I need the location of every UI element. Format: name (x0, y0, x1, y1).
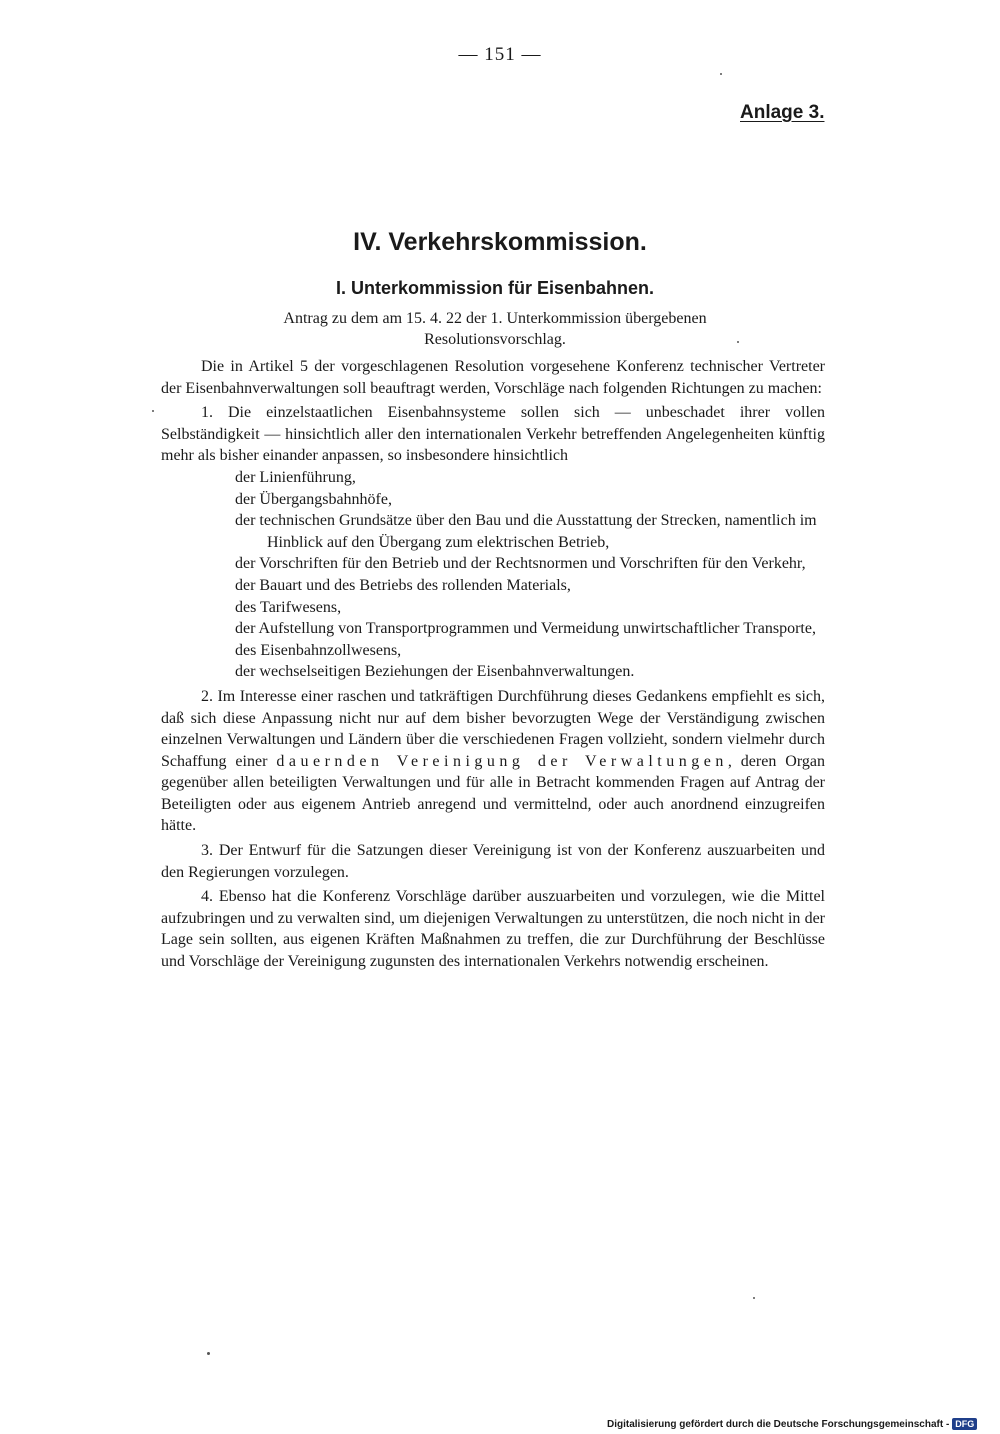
paragraph-item-4: 4. Ebenso hat die Konferenz Vorschläge darüber auszuarbeiten und vorzulegen, wie die Mittel aufzubringen und zu verwalten sind, um diejenigen Verwaltungen zu unterstützen, die noch nicht in der Lage sein sollten, aus eigenen Kräften Maßnahmen zu treffen, die zur Durchführung der Beschlüsse und Vorschläge der Vereinigung zugunsten des internationalen Verkehrs notwendig erscheinen. (161, 888, 825, 971)
body-text (161, 356, 825, 973)
list-item: der Bauart und des Betriebs des rollenden Materials, (235, 576, 571, 594)
digitization-footer (607, 1418, 977, 1430)
list-item: des Eisenbahnzollwesens, (235, 641, 402, 659)
document-title: IV. Verkehrskommission. (353, 228, 647, 256)
page-number: — 151 — (458, 44, 542, 65)
list-item: des Tarifwesens, (235, 598, 342, 616)
list-item: der Aufstellung von Transportprogrammen und Vermeidung unwirtschaftlicher Transporte, (235, 620, 816, 638)
annex-label: Anlage 3. (740, 102, 825, 123)
scan-speck (152, 410, 154, 412)
paragraph-item-1: 1. Die einzelstaatlichen Eisenbahnsysteme sollen sich — unbeschadet ihrer vollen Selbständigkeit — hinsichtlich aller den internationalen Verkehr betreffenden Angelegenheiten künftig mehr als bisher einander anpassen, so insbesondere hinsichtlich (161, 404, 825, 465)
intro-line (0, 308, 990, 350)
intro-line-2: Resolutionsvorschlag. (424, 331, 566, 348)
list-item: der Linienführung, (235, 468, 356, 486)
list-item: der Vorschriften für den Betrieb und der Rechtsnormen und Vorschriften für den Verkehr, (235, 555, 806, 573)
scan-speck (737, 341, 739, 343)
list-item: der Übergangsbahnhöfe, (235, 490, 392, 508)
dfg-logo-icon: DFG (952, 1418, 977, 1430)
document-subtitle: I. Unterkommission für Eisenbahnen. (335, 278, 655, 298)
topics-list (161, 467, 825, 683)
list-item: der technischen Grundsätze über den Bau und die Ausstattung der Strecken, namentlich im Hinblick auf den Übergang zum elektrischen Betrieb, (235, 512, 817, 551)
paragraph-item-3: 3. Der Entwurf für die Satzungen dieser Vereinigung ist von der Konferenz auszuarbeiten und den Regierungen vorzulegen. (161, 842, 825, 881)
item-2-emphasis: dauernden Vereinigung der Verwaltungen (276, 752, 728, 770)
list-item: der wechselseitigen Beziehungen der Eisenbahnverwaltungen. (235, 663, 635, 681)
scan-speck (207, 1352, 210, 1355)
footer-text: Digitalisierung gefördert durch die Deutsche Forschungsgemeinschaft - (607, 1418, 950, 1430)
scan-speck (753, 1297, 755, 1299)
paragraph-item-2 (161, 686, 825, 837)
item-2-text-a: 2. Im Interesse einer raschen und tatkräftigen Durchführung dieses Gedankens empfiehlt es sich, daß sich diese Anpassung nicht nur auf dem bisher bevorzugten Wege der Verständigung zwischen einzelnen Verwaltungen und Ländern über die verschiedenen Fragen vollzieht, sondern vielmehr durch Schaffung einer (161, 687, 825, 770)
item-2-text-b: , deren Organ gegenüber allen beteiligten Verwaltungen und für alle in Betracht kommenden Fragen auf Antrag der Beteiligten oder aus eigenem Antrieb anregend und vermittelnd, oder auch anordnend einzugreifen hätte. (161, 752, 826, 835)
paragraph-intro: Die in Artikel 5 der vorgeschlagenen Resolution vorgesehene Konferenz technischer Vertreter der Eisenbahnverwaltungen soll beauftragt werden, Vorschläge nach folgenden Richtungen zu machen: (161, 358, 825, 397)
scan-speck (720, 73, 722, 75)
intro-line-1: Antrag zu dem am 15. 4. 22 der 1. Unterkommission übergebenen (283, 310, 707, 327)
